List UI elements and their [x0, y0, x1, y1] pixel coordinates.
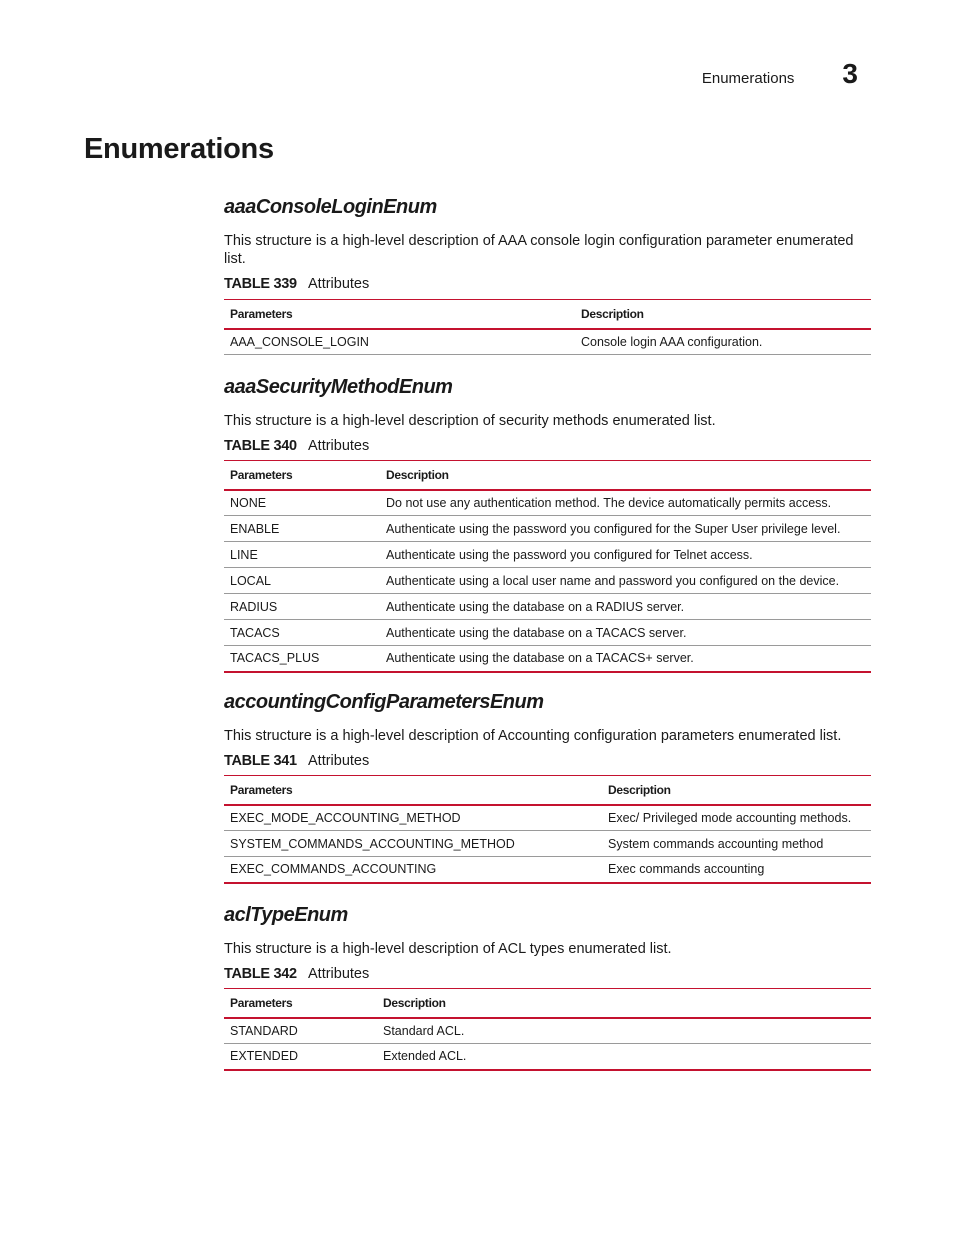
table-row [224, 1018, 871, 1044]
parameter-cell: STANDARD [224, 1018, 377, 1044]
parameter-cell: TACACS_PLUS [224, 646, 380, 672]
parameter-cell: LOCAL [224, 568, 380, 594]
table-row [224, 594, 871, 620]
section-title: aaaConsoleLoginEnum [224, 196, 437, 218]
section-description: This structure is a high-level description of AAA console login configuration parameter enumerated list. [224, 233, 854, 267]
attributes-table [224, 460, 871, 673]
table-row [224, 831, 871, 857]
table-row [224, 568, 871, 594]
table-header-row [224, 461, 871, 490]
description-cell: Extended ACL. [377, 1044, 871, 1070]
column-header-description: Description [383, 995, 446, 1010]
table-row [224, 490, 871, 516]
table-caption-text: Attributes [308, 753, 370, 769]
parameter-cell: TACACS [224, 620, 380, 646]
table-row [224, 857, 871, 883]
table-caption [224, 965, 871, 983]
attributes-table [224, 299, 871, 355]
column-header-description: Description [608, 782, 671, 797]
table-number: TABLE 341 [224, 753, 297, 769]
attributes-table [224, 988, 871, 1071]
column-header-description: Description [581, 306, 644, 321]
column-header-description: Description [386, 467, 449, 482]
table-header-row [224, 989, 871, 1018]
column-header-parameters: Parameters [230, 782, 293, 797]
parameter-cell: EXEC_MODE_ACCOUNTING_METHOD [224, 805, 602, 831]
table-caption-text: Attributes [308, 438, 370, 454]
table-caption [224, 275, 871, 293]
description-cell: Authenticate using the database on a RADIUS server. [380, 594, 871, 620]
table-row [224, 646, 871, 672]
description-cell: Console login AAA configuration. [575, 329, 871, 355]
description-cell: Exec commands accounting [602, 857, 871, 883]
column-header-parameters: Parameters [230, 467, 293, 482]
description-cell: Authenticate using the password you configured for the Super User privilege level. [380, 516, 871, 542]
table-caption [224, 752, 871, 770]
description-cell: Exec/ Privileged mode accounting methods. [602, 805, 871, 831]
description-cell: Authenticate using a local user name and password you configured on the device. [380, 568, 871, 594]
parameter-cell: EXEC_COMMANDS_ACCOUNTING [224, 857, 602, 883]
header-chapter-number: 3 [842, 58, 858, 89]
parameter-cell: RADIUS [224, 594, 380, 620]
section-title: aclTypeEnum [224, 904, 348, 926]
table-row [224, 329, 871, 355]
parameter-cell: NONE [224, 490, 380, 516]
section-accounting-config-parameters-enum [224, 690, 871, 884]
table-header-row [224, 300, 871, 329]
table-number: TABLE 342 [224, 966, 297, 982]
section-aaa-security-method-enum [224, 375, 871, 673]
table-row [224, 1044, 871, 1070]
description-cell: System commands accounting method [602, 831, 871, 857]
parameter-cell: ENABLE [224, 516, 380, 542]
column-header-parameters: Parameters [230, 306, 293, 321]
table-caption [224, 437, 871, 455]
parameter-cell: AAA_CONSOLE_LOGIN [224, 329, 575, 355]
table-caption-text: Attributes [308, 276, 370, 292]
description-cell: Authenticate using the database on a TACACS+ server. [380, 646, 871, 672]
section-title: aaaSecurityMethodEnum [224, 376, 453, 398]
section-description: This structure is a high-level description of ACL types enumerated list. [224, 941, 672, 957]
section-description: This structure is a high-level description of security methods enumerated list. [224, 413, 716, 429]
column-header-parameters: Parameters [230, 995, 293, 1010]
table-header-row [224, 776, 871, 805]
table-row [224, 805, 871, 831]
table-caption-text: Attributes [308, 966, 370, 982]
section-title: accountingConfigParametersEnum [224, 691, 544, 713]
description-cell: Authenticate using the password you configured for Telnet access. [380, 542, 871, 568]
parameter-cell: SYSTEM_COMMANDS_ACCOUNTING_METHOD [224, 831, 602, 857]
attributes-table [224, 775, 871, 884]
table-row [224, 620, 871, 646]
description-cell: Standard ACL. [377, 1018, 871, 1044]
description-cell: Do not use any authentication method. The device automatically permits access. [380, 490, 871, 516]
section-acl-type-enum [224, 903, 871, 1071]
header-section-name: Enumerations [701, 70, 795, 87]
table-number: TABLE 340 [224, 438, 297, 454]
table-number: TABLE 339 [224, 276, 297, 292]
description-cell: Authenticate using the database on a TACACS server. [380, 620, 871, 646]
parameter-cell: LINE [224, 542, 380, 568]
running-header [702, 58, 858, 90]
section-aaa-console-login-enum [224, 195, 871, 355]
section-description: This structure is a high-level description of Accounting configuration parameters enumerated list. [224, 728, 842, 744]
page-title: Enumerations [84, 133, 274, 165]
parameter-cell: EXTENDED [224, 1044, 377, 1070]
table-row [224, 542, 871, 568]
table-row [224, 516, 871, 542]
